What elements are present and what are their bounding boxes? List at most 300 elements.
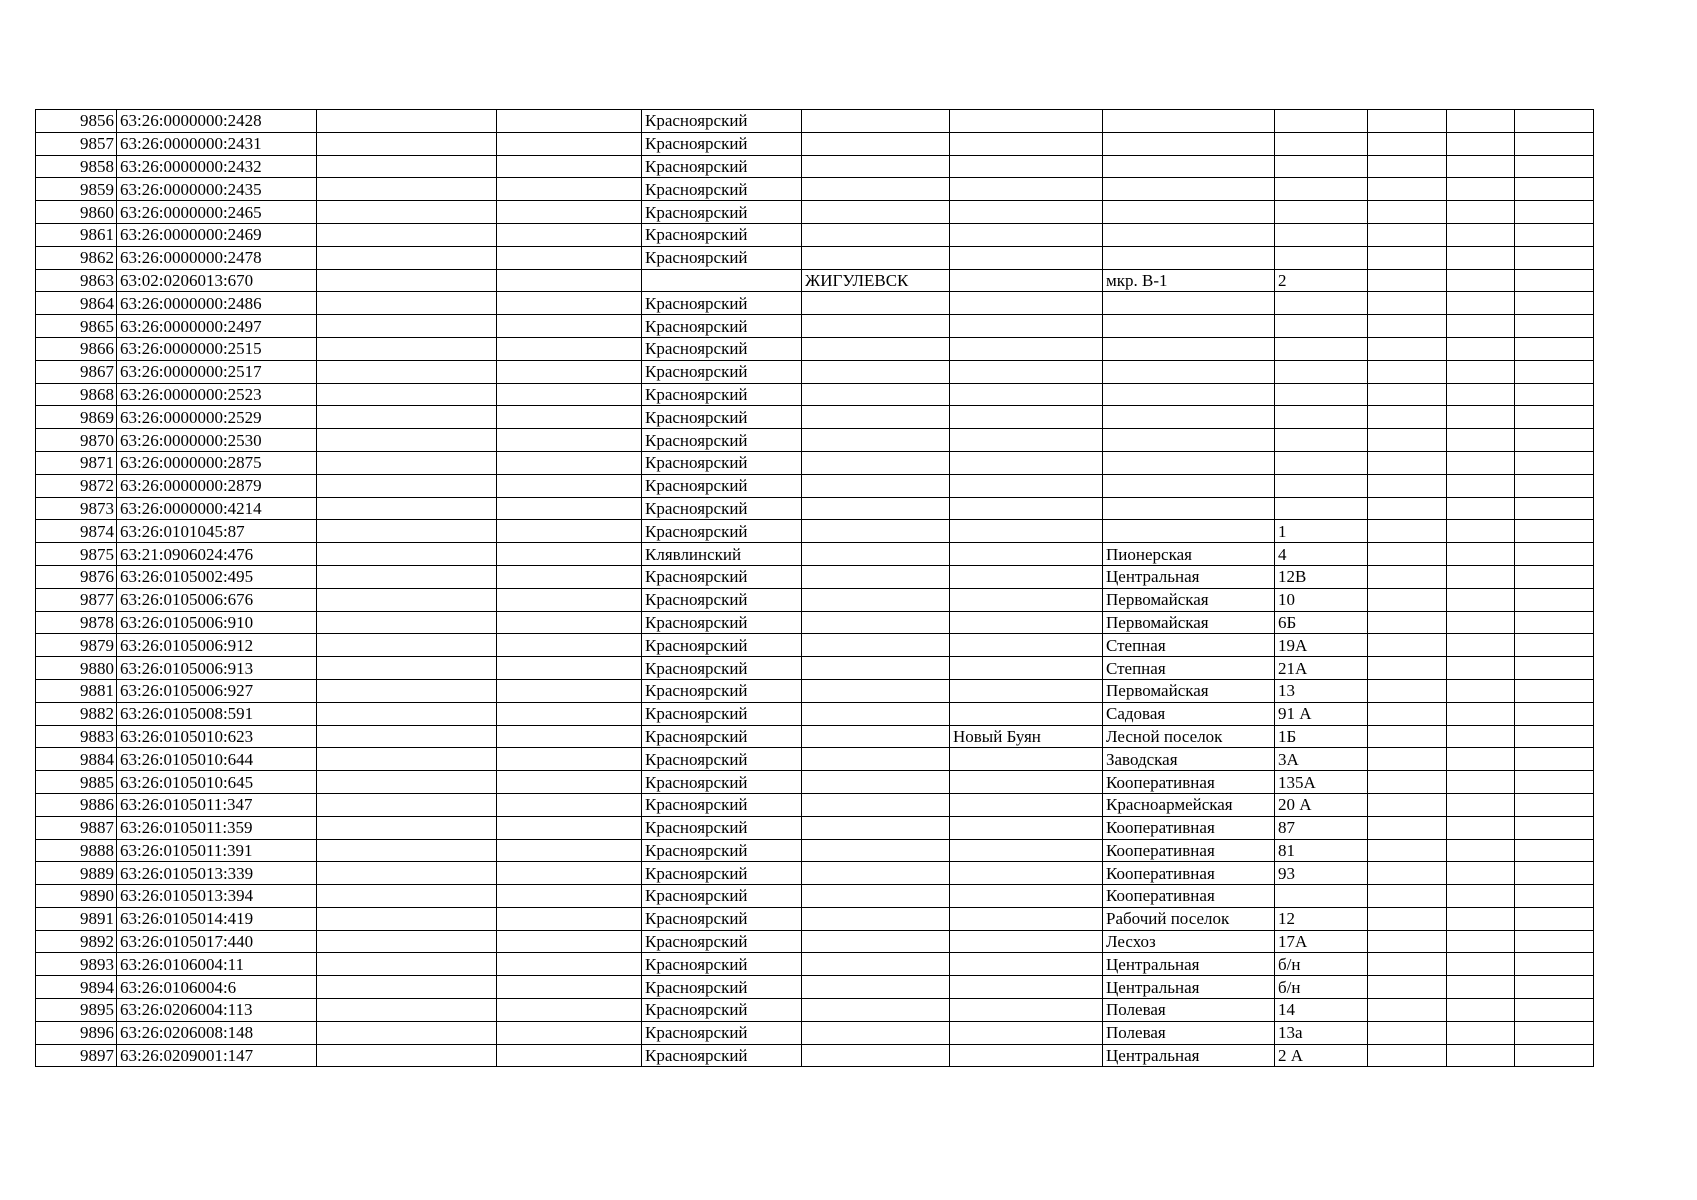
row-number: 9857 bbox=[36, 132, 117, 155]
cell-col10 bbox=[1368, 292, 1447, 315]
cell-col3 bbox=[317, 565, 497, 588]
cell-col11 bbox=[1447, 885, 1515, 908]
table-row bbox=[36, 474, 1594, 497]
settlement bbox=[950, 907, 1103, 930]
cell-col10 bbox=[1368, 201, 1447, 224]
city bbox=[802, 953, 950, 976]
district: Красноярский bbox=[642, 315, 802, 338]
district: Красноярский bbox=[642, 246, 802, 269]
cell-col3 bbox=[317, 748, 497, 771]
district bbox=[642, 269, 802, 292]
house-number bbox=[1275, 155, 1368, 178]
cell-col4 bbox=[497, 1021, 642, 1044]
cell-col12 bbox=[1515, 725, 1594, 748]
cell-col12 bbox=[1515, 110, 1594, 133]
cell-col12 bbox=[1515, 246, 1594, 269]
city bbox=[802, 543, 950, 566]
cell-col12 bbox=[1515, 223, 1594, 246]
cadastral-number: 63:02:0206013:670 bbox=[117, 269, 317, 292]
street: Лесной поселок bbox=[1103, 725, 1275, 748]
settlement bbox=[950, 201, 1103, 224]
cell-col3 bbox=[317, 999, 497, 1022]
city: ЖИГУЛЕВСК bbox=[802, 269, 950, 292]
house-number bbox=[1275, 383, 1368, 406]
cell-col3 bbox=[317, 406, 497, 429]
row-number: 9883 bbox=[36, 725, 117, 748]
house-number: 81 bbox=[1275, 839, 1368, 862]
cell-col3 bbox=[317, 520, 497, 543]
street bbox=[1103, 246, 1275, 269]
cell-col12 bbox=[1515, 155, 1594, 178]
cell-col11 bbox=[1447, 520, 1515, 543]
cell-col4 bbox=[497, 315, 642, 338]
cell-col11 bbox=[1447, 907, 1515, 930]
cell-col12 bbox=[1515, 611, 1594, 634]
row-number: 9858 bbox=[36, 155, 117, 178]
table-row bbox=[36, 839, 1594, 862]
cell-col12 bbox=[1515, 588, 1594, 611]
cell-col12 bbox=[1515, 292, 1594, 315]
row-number: 9891 bbox=[36, 907, 117, 930]
cell-col3 bbox=[317, 885, 497, 908]
district: Красноярский bbox=[642, 771, 802, 794]
street bbox=[1103, 110, 1275, 133]
house-number bbox=[1275, 132, 1368, 155]
cell-col10 bbox=[1368, 771, 1447, 794]
city bbox=[802, 793, 950, 816]
district: Красноярский bbox=[642, 976, 802, 999]
district: Красноярский bbox=[642, 611, 802, 634]
row-number: 9876 bbox=[36, 565, 117, 588]
settlement bbox=[950, 634, 1103, 657]
cell-col11 bbox=[1447, 748, 1515, 771]
cell-col4 bbox=[497, 429, 642, 452]
house-number: 2 bbox=[1275, 269, 1368, 292]
district: Красноярский bbox=[642, 155, 802, 178]
cell-col12 bbox=[1515, 702, 1594, 725]
cell-col3 bbox=[317, 292, 497, 315]
cell-col4 bbox=[497, 771, 642, 794]
house-number: 3А bbox=[1275, 748, 1368, 771]
city bbox=[802, 1044, 950, 1067]
house-number bbox=[1275, 360, 1368, 383]
cadastral-number: 63:26:0000000:2879 bbox=[117, 474, 317, 497]
table-row bbox=[36, 862, 1594, 885]
street: Центральная bbox=[1103, 1044, 1275, 1067]
cell-col12 bbox=[1515, 132, 1594, 155]
cadastral-number: 63:26:0206004:113 bbox=[117, 999, 317, 1022]
cadastral-number: 63:26:0000000:2431 bbox=[117, 132, 317, 155]
cell-col11 bbox=[1447, 930, 1515, 953]
cell-col4 bbox=[497, 110, 642, 133]
cell-col4 bbox=[497, 748, 642, 771]
cell-col4 bbox=[497, 474, 642, 497]
cadastral-number: 63:26:0106004:11 bbox=[117, 953, 317, 976]
table-row bbox=[36, 976, 1594, 999]
district: Красноярский bbox=[642, 223, 802, 246]
house-number bbox=[1275, 337, 1368, 360]
cadastral-number: 63:26:0105006:927 bbox=[117, 679, 317, 702]
cell-col10 bbox=[1368, 907, 1447, 930]
street: Заводская bbox=[1103, 748, 1275, 771]
house-number: 1Б bbox=[1275, 725, 1368, 748]
table-row bbox=[36, 999, 1594, 1022]
row-number: 9856 bbox=[36, 110, 117, 133]
cell-col11 bbox=[1447, 360, 1515, 383]
cell-col11 bbox=[1447, 816, 1515, 839]
city bbox=[802, 771, 950, 794]
settlement bbox=[950, 1021, 1103, 1044]
cell-col4 bbox=[497, 930, 642, 953]
street: Первомайская bbox=[1103, 611, 1275, 634]
street: Центральная bbox=[1103, 953, 1275, 976]
cell-col12 bbox=[1515, 771, 1594, 794]
district: Красноярский bbox=[642, 1044, 802, 1067]
cell-col3 bbox=[317, 1044, 497, 1067]
cadastral-number: 63:26:0105014:419 bbox=[117, 907, 317, 930]
district: Красноярский bbox=[642, 474, 802, 497]
cell-col11 bbox=[1447, 588, 1515, 611]
cell-col11 bbox=[1447, 702, 1515, 725]
city bbox=[802, 315, 950, 338]
district: Красноярский bbox=[642, 451, 802, 474]
row-number: 9896 bbox=[36, 1021, 117, 1044]
cell-col12 bbox=[1515, 269, 1594, 292]
house-number: 13 bbox=[1275, 679, 1368, 702]
settlement bbox=[950, 588, 1103, 611]
cell-col4 bbox=[497, 611, 642, 634]
cadastral-number: 63:26:0105013:394 bbox=[117, 885, 317, 908]
table-row bbox=[36, 565, 1594, 588]
cell-col4 bbox=[497, 907, 642, 930]
cell-col10 bbox=[1368, 155, 1447, 178]
house-number bbox=[1275, 223, 1368, 246]
cell-col3 bbox=[317, 429, 497, 452]
row-number: 9863 bbox=[36, 269, 117, 292]
settlement bbox=[950, 337, 1103, 360]
city bbox=[802, 451, 950, 474]
cell-col4 bbox=[497, 999, 642, 1022]
settlement bbox=[950, 816, 1103, 839]
cell-col10 bbox=[1368, 748, 1447, 771]
district: Красноярский bbox=[642, 679, 802, 702]
row-number: 9873 bbox=[36, 497, 117, 520]
row-number: 9862 bbox=[36, 246, 117, 269]
cell-col11 bbox=[1447, 839, 1515, 862]
street: Кооперативная bbox=[1103, 862, 1275, 885]
cell-col10 bbox=[1368, 725, 1447, 748]
settlement bbox=[950, 497, 1103, 520]
city bbox=[802, 565, 950, 588]
district: Красноярский bbox=[642, 725, 802, 748]
row-number: 9897 bbox=[36, 1044, 117, 1067]
cell-col3 bbox=[317, 702, 497, 725]
street: Первомайская bbox=[1103, 679, 1275, 702]
cell-col10 bbox=[1368, 269, 1447, 292]
house-number: 10 bbox=[1275, 588, 1368, 611]
table-row bbox=[36, 520, 1594, 543]
settlement bbox=[950, 178, 1103, 201]
settlement bbox=[950, 953, 1103, 976]
row-number: 9887 bbox=[36, 816, 117, 839]
table-row bbox=[36, 748, 1594, 771]
table-row bbox=[36, 292, 1594, 315]
cell-col10 bbox=[1368, 862, 1447, 885]
cell-col12 bbox=[1515, 451, 1594, 474]
table-body bbox=[36, 110, 1594, 1067]
cell-col12 bbox=[1515, 315, 1594, 338]
cadastral-number: 63:26:0000000:2530 bbox=[117, 429, 317, 452]
cell-col4 bbox=[497, 269, 642, 292]
cell-col4 bbox=[497, 885, 642, 908]
cell-col3 bbox=[317, 771, 497, 794]
settlement bbox=[950, 155, 1103, 178]
cell-col3 bbox=[317, 976, 497, 999]
cell-col4 bbox=[497, 702, 642, 725]
city bbox=[802, 360, 950, 383]
cell-col4 bbox=[497, 201, 642, 224]
cell-col3 bbox=[317, 725, 497, 748]
table-row bbox=[36, 110, 1594, 133]
cell-col11 bbox=[1447, 657, 1515, 680]
district: Красноярский bbox=[642, 885, 802, 908]
settlement bbox=[950, 315, 1103, 338]
row-number: 9866 bbox=[36, 337, 117, 360]
settlement bbox=[950, 862, 1103, 885]
row-number: 9868 bbox=[36, 383, 117, 406]
cell-col3 bbox=[317, 201, 497, 224]
cell-col12 bbox=[1515, 634, 1594, 657]
cell-col11 bbox=[1447, 429, 1515, 452]
house-number bbox=[1275, 497, 1368, 520]
settlement bbox=[950, 520, 1103, 543]
table-row bbox=[36, 907, 1594, 930]
cell-col12 bbox=[1515, 474, 1594, 497]
settlement bbox=[950, 702, 1103, 725]
cell-col3 bbox=[317, 110, 497, 133]
cadastral-number: 63:26:0000000:2469 bbox=[117, 223, 317, 246]
settlement bbox=[950, 223, 1103, 246]
cell-col11 bbox=[1447, 771, 1515, 794]
cell-col11 bbox=[1447, 1021, 1515, 1044]
cell-col12 bbox=[1515, 360, 1594, 383]
cadastral-number: 63:26:0105006:676 bbox=[117, 588, 317, 611]
city bbox=[802, 201, 950, 224]
cell-col3 bbox=[317, 337, 497, 360]
row-number: 9859 bbox=[36, 178, 117, 201]
house-number bbox=[1275, 315, 1368, 338]
cell-col3 bbox=[317, 223, 497, 246]
street: Центральная bbox=[1103, 565, 1275, 588]
house-number: 20 А bbox=[1275, 793, 1368, 816]
row-number: 9869 bbox=[36, 406, 117, 429]
house-number: 6Б bbox=[1275, 611, 1368, 634]
district: Красноярский bbox=[642, 862, 802, 885]
table-row bbox=[36, 611, 1594, 634]
cadastral-number: 63:26:0000000:2497 bbox=[117, 315, 317, 338]
cell-col3 bbox=[317, 634, 497, 657]
cell-col11 bbox=[1447, 1044, 1515, 1067]
district: Красноярский bbox=[642, 406, 802, 429]
house-number: 135А bbox=[1275, 771, 1368, 794]
city bbox=[802, 178, 950, 201]
cell-col4 bbox=[497, 223, 642, 246]
cell-col10 bbox=[1368, 246, 1447, 269]
cell-col11 bbox=[1447, 223, 1515, 246]
city bbox=[802, 816, 950, 839]
cell-col12 bbox=[1515, 178, 1594, 201]
house-number: 17А bbox=[1275, 930, 1368, 953]
district: Красноярский bbox=[642, 1021, 802, 1044]
row-number: 9874 bbox=[36, 520, 117, 543]
city bbox=[802, 999, 950, 1022]
city bbox=[802, 337, 950, 360]
street: Центральная bbox=[1103, 976, 1275, 999]
street bbox=[1103, 406, 1275, 429]
cadastral-number: 63:26:0000000:2486 bbox=[117, 292, 317, 315]
row-number: 9886 bbox=[36, 793, 117, 816]
cell-col11 bbox=[1447, 474, 1515, 497]
cell-col3 bbox=[317, 269, 497, 292]
district: Красноярский bbox=[642, 360, 802, 383]
cell-col11 bbox=[1447, 565, 1515, 588]
district: Красноярский bbox=[642, 839, 802, 862]
street: Первомайская bbox=[1103, 588, 1275, 611]
cadastral-number: 63:26:0105011:359 bbox=[117, 816, 317, 839]
city bbox=[802, 748, 950, 771]
cell-col12 bbox=[1515, 657, 1594, 680]
cell-col4 bbox=[497, 816, 642, 839]
cell-col11 bbox=[1447, 132, 1515, 155]
district: Красноярский bbox=[642, 793, 802, 816]
table-row bbox=[36, 497, 1594, 520]
table-row bbox=[36, 725, 1594, 748]
street bbox=[1103, 132, 1275, 155]
cell-col10 bbox=[1368, 657, 1447, 680]
city bbox=[802, 497, 950, 520]
house-number: 87 bbox=[1275, 816, 1368, 839]
street bbox=[1103, 497, 1275, 520]
row-number: 9872 bbox=[36, 474, 117, 497]
cadastral-number: 63:26:0000000:2515 bbox=[117, 337, 317, 360]
cell-col10 bbox=[1368, 930, 1447, 953]
cell-col4 bbox=[497, 679, 642, 702]
cell-col3 bbox=[317, 543, 497, 566]
street: Степная bbox=[1103, 657, 1275, 680]
row-number: 9882 bbox=[36, 702, 117, 725]
settlement bbox=[950, 839, 1103, 862]
row-number: 9879 bbox=[36, 634, 117, 657]
cell-col11 bbox=[1447, 725, 1515, 748]
cell-col12 bbox=[1515, 907, 1594, 930]
house-number: 1 bbox=[1275, 520, 1368, 543]
cell-col11 bbox=[1447, 793, 1515, 816]
street: Полевая bbox=[1103, 999, 1275, 1022]
cell-col4 bbox=[497, 292, 642, 315]
cell-col10 bbox=[1368, 337, 1447, 360]
cell-col4 bbox=[497, 953, 642, 976]
table-row bbox=[36, 132, 1594, 155]
cadastral-number: 63:21:0906024:476 bbox=[117, 543, 317, 566]
cadastral-number: 63:26:0000000:2523 bbox=[117, 383, 317, 406]
settlement bbox=[950, 406, 1103, 429]
row-number: 9864 bbox=[36, 292, 117, 315]
street: Кооперативная bbox=[1103, 885, 1275, 908]
table-row bbox=[36, 885, 1594, 908]
cell-col3 bbox=[317, 862, 497, 885]
cell-col3 bbox=[317, 246, 497, 269]
cell-col3 bbox=[317, 679, 497, 702]
cell-col11 bbox=[1447, 976, 1515, 999]
cadastral-number: 63:26:0105006:910 bbox=[117, 611, 317, 634]
cell-col10 bbox=[1368, 474, 1447, 497]
cell-col12 bbox=[1515, 953, 1594, 976]
cell-col12 bbox=[1515, 201, 1594, 224]
table-row bbox=[36, 201, 1594, 224]
row-number: 9875 bbox=[36, 543, 117, 566]
row-number: 9895 bbox=[36, 999, 117, 1022]
table-row bbox=[36, 406, 1594, 429]
street: Лесхоз bbox=[1103, 930, 1275, 953]
cell-col10 bbox=[1368, 816, 1447, 839]
district: Красноярский bbox=[642, 634, 802, 657]
district: Красноярский bbox=[642, 497, 802, 520]
cadastral-number: 63:26:0209001:147 bbox=[117, 1044, 317, 1067]
cell-col4 bbox=[497, 520, 642, 543]
cadastral-number: 63:26:0000000:2875 bbox=[117, 451, 317, 474]
cell-col4 bbox=[497, 337, 642, 360]
cell-col12 bbox=[1515, 862, 1594, 885]
settlement bbox=[950, 657, 1103, 680]
city bbox=[802, 702, 950, 725]
cell-col3 bbox=[317, 657, 497, 680]
street: Пионерская bbox=[1103, 543, 1275, 566]
cadastral-number: 63:26:0000000:2478 bbox=[117, 246, 317, 269]
settlement bbox=[950, 292, 1103, 315]
district: Красноярский bbox=[642, 657, 802, 680]
city bbox=[802, 611, 950, 634]
cell-col12 bbox=[1515, 543, 1594, 566]
cell-col11 bbox=[1447, 862, 1515, 885]
table-row bbox=[36, 246, 1594, 269]
house-number: 4 bbox=[1275, 543, 1368, 566]
cell-col12 bbox=[1515, 816, 1594, 839]
street bbox=[1103, 201, 1275, 224]
city bbox=[802, 839, 950, 862]
district: Красноярский bbox=[642, 429, 802, 452]
cell-col3 bbox=[317, 451, 497, 474]
cell-col10 bbox=[1368, 223, 1447, 246]
table-row bbox=[36, 223, 1594, 246]
cell-col4 bbox=[497, 178, 642, 201]
cell-col10 bbox=[1368, 702, 1447, 725]
cell-col11 bbox=[1447, 406, 1515, 429]
house-number bbox=[1275, 201, 1368, 224]
cell-col10 bbox=[1368, 953, 1447, 976]
cell-col3 bbox=[317, 816, 497, 839]
city bbox=[802, 907, 950, 930]
house-number: 93 bbox=[1275, 862, 1368, 885]
settlement bbox=[950, 748, 1103, 771]
cell-col11 bbox=[1447, 315, 1515, 338]
row-number: 9865 bbox=[36, 315, 117, 338]
cadastral-number: 63:26:0105010:644 bbox=[117, 748, 317, 771]
cell-col12 bbox=[1515, 748, 1594, 771]
city bbox=[802, 429, 950, 452]
cell-col3 bbox=[317, 907, 497, 930]
cell-col4 bbox=[497, 976, 642, 999]
house-number: 2 А bbox=[1275, 1044, 1368, 1067]
